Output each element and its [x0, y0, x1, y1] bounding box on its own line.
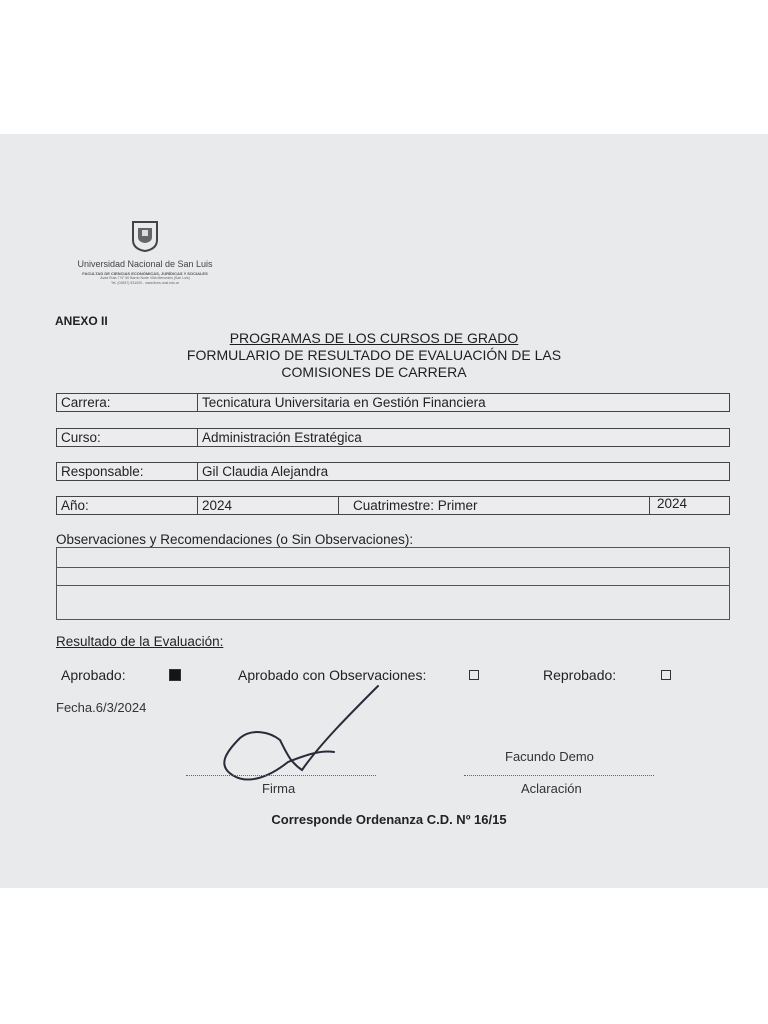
- aprobado-obs-label: Aprobado con Observaciones:: [238, 667, 427, 683]
- aclaracion-line: [464, 775, 654, 776]
- carrera-label: Carrera:: [61, 395, 111, 410]
- cuatrimestre-year[interactable]: 2024: [657, 496, 688, 511]
- handwritten-signature: [210, 674, 390, 784]
- fecha-field[interactable]: Fecha.6/3/2024: [56, 700, 147, 715]
- observaciones-label: Observaciones y Recomendaciones (o Sin Observaciones):: [56, 532, 414, 547]
- form-title: [100, 330, 648, 381]
- faculty-name: FACULTAD DE CIENCIAS ECONÓMICAS, JURÍDICAS Y SOCIALES: [82, 271, 208, 276]
- responsable-label: Responsable:: [61, 464, 144, 479]
- anio-field[interactable]: 2024: [202, 498, 233, 513]
- aclaracion-name[interactable]: Facundo Demo: [505, 749, 594, 764]
- curso-label: Curso:: [61, 430, 101, 445]
- obs-rule: [57, 585, 729, 586]
- reprobado-label: Reprobado:: [543, 667, 617, 683]
- anio-row: [56, 496, 730, 515]
- responsable-field[interactable]: Gil Claudia Alejandra: [202, 464, 329, 479]
- cuatrimestre-field[interactable]: Cuatrimestre: Primer: [353, 498, 478, 513]
- firma-line: [186, 775, 376, 776]
- anexo-label: ANEXO II: [55, 314, 108, 328]
- reprobado-checkbox[interactable]: [661, 670, 671, 680]
- university-header: [70, 220, 220, 285]
- faculty-address: Avda Ruta 7 N° 50 Barrio Norte Villa Mercedes (San Luis): [100, 276, 190, 280]
- aclaracion-label: Aclaración: [521, 781, 582, 796]
- aprobado-checkbox[interactable]: [169, 669, 181, 681]
- row-divider: [649, 497, 650, 514]
- carrera-row: [56, 393, 730, 412]
- title-line-3: COMISIONES DE CARRERA: [281, 364, 467, 380]
- row-divider: [338, 497, 339, 514]
- firma-label: Firma: [262, 781, 296, 796]
- responsable-row: [56, 462, 730, 481]
- ordenanza-footer: Corresponde Ordenanza C.D. Nº 16/15: [271, 812, 507, 827]
- aprobado-obs-checkbox[interactable]: [469, 670, 479, 680]
- observaciones-field[interactable]: [56, 547, 730, 620]
- title-line-1: PROGRAMAS DE LOS CURSOS DE GRADO: [229, 330, 519, 346]
- curso-row: [56, 428, 730, 447]
- university-logo-icon: [130, 220, 160, 252]
- faculty-contact: Tel. (02657) 531000 - www.fices.unsl.edu.ar: [110, 280, 180, 285]
- obs-rule: [57, 567, 729, 568]
- form-sheet: [0, 134, 768, 888]
- resultado-label: Resultado de la Evaluación:: [56, 634, 224, 649]
- anio-label: Año:: [61, 498, 89, 513]
- carrera-field[interactable]: Tecnicatura Universitaria en Gestión Financiera: [202, 395, 486, 410]
- university-name: Universidad Nacional de San Luis: [77, 259, 213, 269]
- title-line-2: FORMULARIO DE RESULTADO DE EVALUACIÓN DE LAS: [186, 347, 562, 363]
- curso-field[interactable]: Administración Estratégica: [202, 430, 362, 445]
- aprobado-label: Aprobado:: [61, 667, 126, 683]
